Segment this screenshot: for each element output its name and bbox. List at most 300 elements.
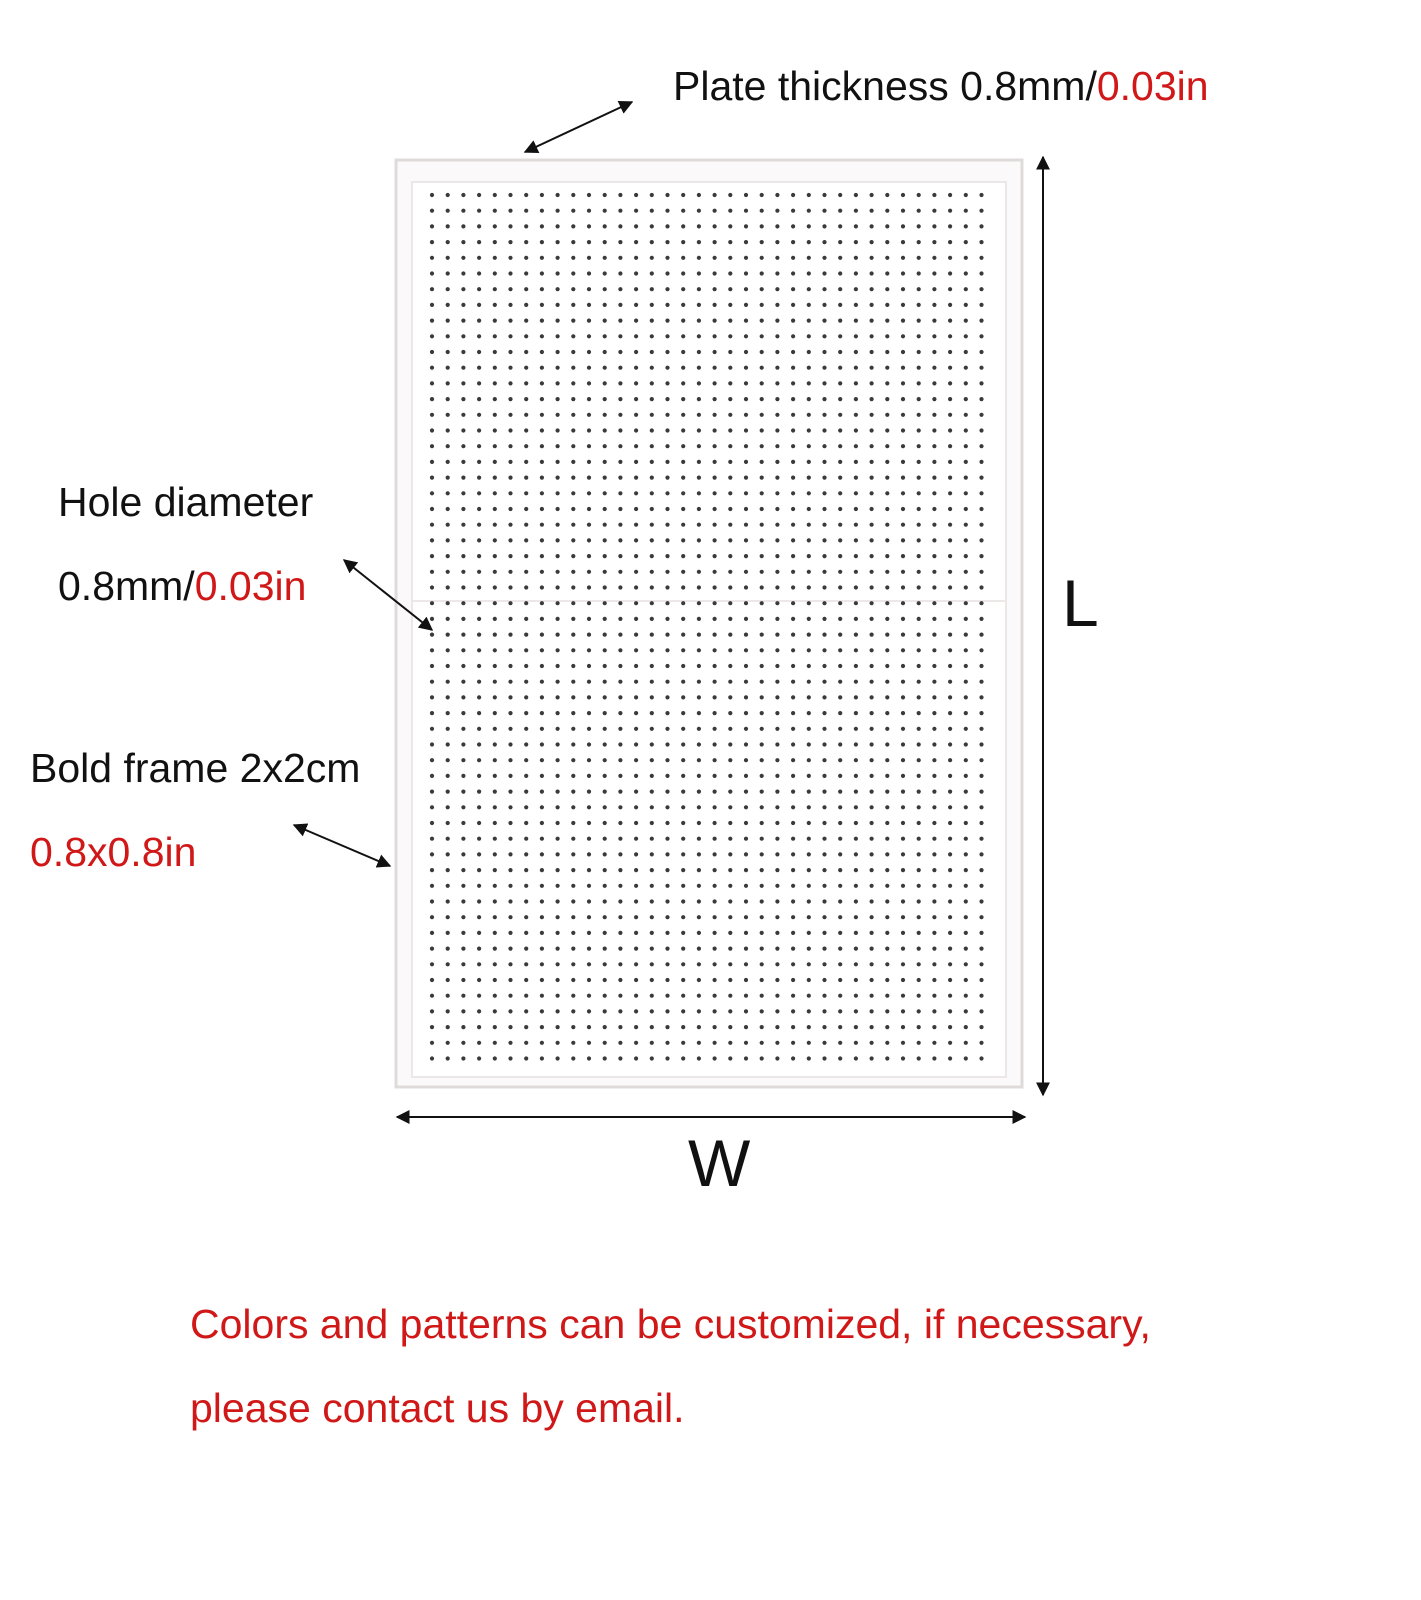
hole-dot	[618, 852, 622, 856]
hole-dot	[979, 507, 983, 511]
hole-dot	[603, 962, 607, 966]
hole-dot	[948, 303, 952, 307]
hole-dot	[524, 617, 528, 621]
hole-dot	[791, 460, 795, 464]
hole-dot	[744, 680, 748, 684]
hole-dot	[854, 303, 858, 307]
hole-dot	[650, 224, 654, 228]
hole-dot	[775, 790, 779, 794]
hole-dot	[713, 570, 717, 574]
hole-dot	[665, 538, 669, 542]
hole-dot	[964, 334, 968, 338]
hole-dot	[493, 381, 497, 385]
hole-dot	[477, 742, 481, 746]
hole-dot	[838, 805, 842, 809]
hole-dot	[917, 1041, 921, 1045]
hole-dot	[603, 507, 607, 511]
hole-dot	[775, 209, 779, 213]
hole-dot	[917, 648, 921, 652]
hole-dot	[650, 303, 654, 307]
hole-dot	[665, 774, 669, 778]
hole-dot	[524, 758, 528, 762]
hole-dot	[854, 947, 858, 951]
hole-dot	[681, 491, 685, 495]
hole-dot	[571, 381, 575, 385]
hole-dot	[634, 256, 638, 260]
hole-dot	[791, 727, 795, 731]
hole-dot	[948, 915, 952, 919]
hole-dot	[948, 648, 952, 652]
hole-dot	[870, 271, 874, 275]
hole-dot	[979, 256, 983, 260]
hole-dot	[728, 758, 732, 762]
hole-dot	[901, 366, 905, 370]
hole-dot	[524, 1025, 528, 1029]
hole-dot	[870, 570, 874, 574]
hole-dot	[665, 507, 669, 511]
hole-dot	[775, 633, 779, 637]
hole-dot	[885, 617, 889, 621]
hole-dot	[665, 648, 669, 652]
hole-dot	[760, 397, 764, 401]
hole-diameter-inch: 0.03in	[194, 563, 307, 609]
hole-dot	[838, 193, 842, 197]
hole-dot	[885, 837, 889, 841]
hole-dot	[618, 821, 622, 825]
hole-dot	[854, 711, 858, 715]
hole-dot	[885, 334, 889, 338]
hole-dot	[807, 774, 811, 778]
hole-dot	[713, 695, 717, 699]
hole-dot	[744, 994, 748, 998]
hole-dot	[603, 209, 607, 213]
hole-dot	[650, 680, 654, 684]
hole-dot	[822, 648, 826, 652]
hole-dot	[948, 1056, 952, 1060]
hole-dot	[665, 1056, 669, 1060]
hole-dot	[870, 460, 874, 464]
hole-dot	[870, 884, 874, 888]
hole-dot	[948, 790, 952, 794]
hole-dot	[932, 884, 936, 888]
hole-dot	[791, 648, 795, 652]
hole-dot	[493, 790, 497, 794]
hole-dot	[587, 994, 591, 998]
hole-dot	[932, 334, 936, 338]
hole-dot	[870, 758, 874, 762]
hole-dot	[901, 758, 905, 762]
hole-dot	[665, 742, 669, 746]
bold-frame-inch: 0.8x0.8in	[30, 829, 197, 875]
hole-dot	[979, 397, 983, 401]
hole-dot	[822, 1041, 826, 1045]
hole-dot	[979, 821, 983, 825]
hole-dot	[571, 193, 575, 197]
hole-dot	[744, 947, 748, 951]
hole-dot	[917, 994, 921, 998]
hole-dot	[917, 256, 921, 260]
hole-dot	[870, 507, 874, 511]
hole-dot	[822, 350, 826, 354]
hole-dot	[744, 585, 748, 589]
hole-dot	[430, 1041, 434, 1045]
hole-dot	[775, 256, 779, 260]
hole-dot	[979, 947, 983, 951]
hole-dot	[446, 397, 450, 401]
hole-dot	[932, 617, 936, 621]
hole-dot	[917, 790, 921, 794]
hole-dot	[870, 821, 874, 825]
hole-dot	[634, 428, 638, 432]
hole-dot	[587, 680, 591, 684]
hole-dot	[508, 381, 512, 385]
hole-dot	[760, 381, 764, 385]
hole-dot	[948, 837, 952, 841]
hole-dot	[964, 758, 968, 762]
hole-dot	[665, 727, 669, 731]
hole-dot	[917, 601, 921, 605]
hole-dot	[508, 460, 512, 464]
hole-dot	[713, 491, 717, 495]
hole-dot	[838, 397, 842, 401]
hole-dot	[870, 1025, 874, 1029]
hole-dot	[791, 303, 795, 307]
hole-dot	[556, 680, 560, 684]
hole-dot	[807, 350, 811, 354]
hole-dot	[650, 695, 654, 699]
hole-dot	[728, 1025, 732, 1029]
hole-dot	[477, 978, 481, 982]
hole-dot	[524, 319, 528, 323]
hole-dot	[650, 460, 654, 464]
hole-dot	[838, 287, 842, 291]
hole-dot	[446, 962, 450, 966]
hole-dot	[744, 1025, 748, 1029]
hole-dot	[854, 742, 858, 746]
hole-dot	[838, 978, 842, 982]
hole-dot	[838, 303, 842, 307]
hole-dot	[446, 915, 450, 919]
hole-dot	[493, 538, 497, 542]
hole-dot	[885, 931, 889, 935]
hole-dot	[744, 758, 748, 762]
hole-dot	[807, 271, 811, 275]
hole-dot	[524, 680, 528, 684]
hole-dot	[540, 256, 544, 260]
hole-dot	[917, 240, 921, 244]
hole-dot	[822, 994, 826, 998]
hole-dot	[508, 978, 512, 982]
hole-dot	[838, 947, 842, 951]
hole-dot	[477, 523, 481, 527]
hole-dot	[901, 805, 905, 809]
hole-dot	[917, 491, 921, 495]
hole-dot	[728, 947, 732, 951]
hole-dot	[901, 915, 905, 919]
hole-dot	[775, 758, 779, 762]
hole-dot	[571, 884, 575, 888]
hole-dot	[885, 460, 889, 464]
hole-dot	[964, 837, 968, 841]
hole-dot	[650, 633, 654, 637]
hole-dot	[477, 915, 481, 919]
hole-dot	[901, 303, 905, 307]
hole-dot	[477, 617, 481, 621]
hole-dot	[775, 978, 779, 982]
hole-dot	[634, 837, 638, 841]
hole-dot	[446, 931, 450, 935]
hole-dot	[603, 193, 607, 197]
hole-dot	[807, 413, 811, 417]
hole-dot	[885, 271, 889, 275]
hole-dot	[556, 868, 560, 872]
hole-dot	[650, 428, 654, 432]
hole-dot	[822, 444, 826, 448]
hole-dot	[477, 256, 481, 260]
hole-dot	[493, 664, 497, 668]
hole-dot	[493, 507, 497, 511]
hole-dot	[618, 774, 622, 778]
hole-dot	[587, 742, 591, 746]
hole-dot	[524, 695, 528, 699]
hole-dot	[650, 852, 654, 856]
hole-dot	[556, 648, 560, 652]
hole-dot	[634, 1056, 638, 1060]
hole-dot	[508, 570, 512, 574]
hole-dot	[713, 538, 717, 542]
hole-dot	[650, 287, 654, 291]
hole-dot	[697, 271, 701, 275]
hole-dot	[932, 962, 936, 966]
hole-dot	[540, 476, 544, 480]
hole-dot	[713, 1041, 717, 1045]
hole-dot	[681, 585, 685, 589]
hole-dot	[603, 695, 607, 699]
hole-dot	[603, 585, 607, 589]
hole-dot	[822, 413, 826, 417]
hole-dot	[807, 491, 811, 495]
hole-dot	[650, 601, 654, 605]
hole-dot	[901, 790, 905, 794]
hole-dot	[493, 648, 497, 652]
hole-dot	[603, 303, 607, 307]
hole-dot	[618, 271, 622, 275]
hole-dot	[885, 570, 889, 574]
hole-dot	[744, 931, 748, 935]
hole-dot	[446, 287, 450, 291]
hole-dot	[728, 193, 732, 197]
hole-dot	[508, 428, 512, 432]
hole-dot	[508, 319, 512, 323]
hole-dot	[446, 1009, 450, 1013]
hole-dot	[885, 444, 889, 448]
hole-dot	[603, 617, 607, 621]
hole-dot	[603, 868, 607, 872]
hole-dot	[650, 319, 654, 323]
hole-dot	[885, 381, 889, 385]
hole-dot	[697, 742, 701, 746]
hole-dot	[713, 397, 717, 401]
hole-dot	[587, 428, 591, 432]
hole-dot	[681, 821, 685, 825]
hole-dot	[775, 1056, 779, 1060]
hole-dot	[508, 648, 512, 652]
hole-dot	[728, 413, 732, 417]
hole-dot	[571, 899, 575, 903]
hole-dot	[822, 617, 826, 621]
hole-dot	[430, 821, 434, 825]
hole-dot	[650, 790, 654, 794]
hole-dot	[713, 633, 717, 637]
hole-dot	[446, 256, 450, 260]
hole-dot	[446, 193, 450, 197]
hole-dot	[540, 978, 544, 982]
hole-dot	[932, 366, 936, 370]
hole-dot	[461, 397, 465, 401]
hole-dot	[618, 805, 622, 809]
hole-dot	[571, 240, 575, 244]
hole-dot	[650, 664, 654, 668]
hole-dot	[587, 491, 591, 495]
hole-dot	[697, 428, 701, 432]
hole-dot	[760, 711, 764, 715]
hole-dot	[697, 633, 701, 637]
hole-dot	[932, 319, 936, 323]
hole-dot	[430, 224, 434, 228]
hole-dot	[775, 1025, 779, 1029]
hole-dot	[744, 1009, 748, 1013]
hole-dot	[932, 240, 936, 244]
hole-dot	[697, 507, 701, 511]
hole-dot	[838, 758, 842, 762]
hole-dot	[650, 256, 654, 260]
hole-dot	[461, 350, 465, 354]
hole-dot	[870, 585, 874, 589]
hole-dot	[791, 413, 795, 417]
hole-dot	[775, 868, 779, 872]
hole-dot	[681, 978, 685, 982]
hole-dot	[948, 821, 952, 825]
hole-dot	[571, 805, 575, 809]
hole-dot	[587, 962, 591, 966]
hole-dot	[901, 413, 905, 417]
hole-dot	[917, 366, 921, 370]
hole-dot	[493, 758, 497, 762]
hole-dot	[728, 664, 732, 668]
hole-dot	[587, 805, 591, 809]
hole-dot	[430, 1009, 434, 1013]
hole-dot	[556, 224, 560, 228]
hole-dot	[932, 664, 936, 668]
hole-dot	[556, 193, 560, 197]
hole-dot	[508, 742, 512, 746]
hole-dot	[430, 193, 434, 197]
hole-dot	[964, 711, 968, 715]
hole-dot	[603, 1041, 607, 1045]
hole-dot	[979, 648, 983, 652]
hole-dot	[979, 271, 983, 275]
hole-dot	[461, 947, 465, 951]
hole-dot	[540, 538, 544, 542]
hole-dot	[618, 381, 622, 385]
hole-dot	[822, 428, 826, 432]
hole-dot	[901, 538, 905, 542]
hole-dot	[744, 287, 748, 291]
hole-dot	[854, 397, 858, 401]
hole-dot	[744, 224, 748, 228]
hole-dot	[964, 633, 968, 637]
hole-dot	[697, 334, 701, 338]
hole-dot	[603, 366, 607, 370]
hole-dot	[461, 962, 465, 966]
hole-dot	[430, 868, 434, 872]
hole-dot	[760, 1056, 764, 1060]
hole-dot	[917, 193, 921, 197]
hole-dot	[728, 303, 732, 307]
hole-dot	[854, 319, 858, 323]
hole-dot	[822, 664, 826, 668]
hole-dot	[760, 680, 764, 684]
hole-dot	[430, 350, 434, 354]
hole-dot	[807, 868, 811, 872]
hole-dot	[744, 413, 748, 417]
hole-dot	[446, 570, 450, 574]
hole-dot	[477, 538, 481, 542]
hole-dot	[744, 978, 748, 982]
hole-dot	[681, 1009, 685, 1013]
hole-dot	[571, 570, 575, 574]
hole-dot	[964, 1025, 968, 1029]
hole-dot	[870, 193, 874, 197]
hole-dot	[948, 962, 952, 966]
hole-dot	[477, 790, 481, 794]
hole-dot	[948, 366, 952, 370]
hole-dot	[681, 664, 685, 668]
hole-dot	[901, 899, 905, 903]
hole-dot	[713, 256, 717, 260]
hole-dot	[603, 899, 607, 903]
hole-dot	[540, 271, 544, 275]
hole-dot	[634, 303, 638, 307]
hole-dot	[430, 915, 434, 919]
hole-dot	[932, 554, 936, 558]
hole-dot	[838, 601, 842, 605]
hole-dot	[760, 1041, 764, 1045]
hole-dot	[979, 538, 983, 542]
hole-dot	[854, 193, 858, 197]
hole-dot	[870, 852, 874, 856]
hole-dot	[838, 381, 842, 385]
hole-dot	[932, 994, 936, 998]
hole-dot	[901, 334, 905, 338]
hole-dot	[540, 350, 544, 354]
hole-dot	[822, 397, 826, 401]
hole-dot	[603, 1025, 607, 1029]
hole-dot	[477, 460, 481, 464]
hole-dot	[650, 931, 654, 935]
hole-dot	[540, 319, 544, 323]
hole-dot	[760, 727, 764, 731]
hole-dot	[697, 397, 701, 401]
hole-dot	[885, 1009, 889, 1013]
hole-dot	[618, 931, 622, 935]
hole-dot	[618, 680, 622, 684]
hole-dot	[744, 1056, 748, 1060]
hole-dot	[618, 1056, 622, 1060]
hole-dot	[461, 711, 465, 715]
hole-dot	[461, 915, 465, 919]
hole-dot	[728, 695, 732, 699]
